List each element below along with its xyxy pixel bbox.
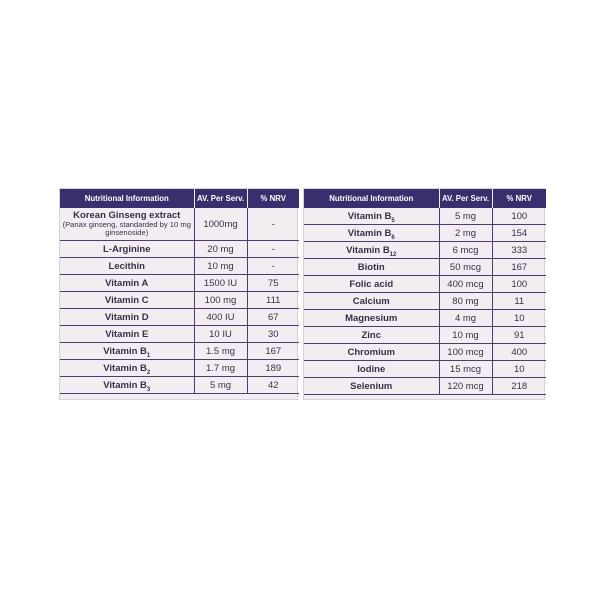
table-row: [60, 360, 299, 377]
nutrient-name: [60, 360, 194, 377]
amount-per-serving: 20 mg: [194, 241, 247, 258]
nutrient-name: [304, 378, 439, 395]
nutrient-label: Vitamin B: [103, 345, 147, 357]
nutrient-subscript: 2: [146, 369, 151, 376]
nutrient-label: Vitamin B: [347, 210, 392, 222]
table-row: [60, 326, 299, 343]
nutrient-label: Korean Ginseng extract: [73, 209, 181, 221]
nutrient-note: (Panax ginseng, standarded by 10 mg ginsenoside): [62, 219, 191, 237]
amount-per-serving: 50 mcg: [439, 259, 492, 276]
nutrient-name: [60, 326, 194, 343]
nutrient-subscript: 1: [146, 352, 151, 359]
amount-per-serving: 10 IU: [194, 326, 247, 343]
table-left: [60, 189, 299, 394]
amount-per-serving: 1.5 mg: [194, 343, 247, 360]
amount-per-serving: 10 mg: [439, 327, 492, 344]
nutrition-table-right: [303, 188, 545, 400]
nutrient-label: Vitamin E: [105, 328, 149, 340]
table-row: [60, 309, 299, 326]
table-row: [304, 293, 546, 310]
table-row: [304, 276, 546, 293]
nutrient-label: Vitamin C: [104, 294, 149, 306]
nrv-percent: 91: [492, 327, 546, 344]
table-row: [304, 259, 546, 276]
nutrient-label: Vitamin D: [104, 311, 149, 323]
nrv-percent: 42: [247, 377, 299, 394]
nutrient-subscript: 12: [389, 251, 397, 258]
nrv-percent: 167: [492, 259, 546, 276]
nrv-percent: 167: [247, 343, 299, 360]
nrv-percent: 75: [247, 275, 299, 292]
amount-per-serving: 4 mg: [439, 310, 492, 327]
nutrient-label: Vitamin B: [347, 227, 392, 239]
amount-per-serving: 5 mg: [439, 208, 492, 225]
table-row: [304, 225, 546, 242]
nutrient-name: [60, 275, 194, 292]
nutrient-label: Chromium: [347, 346, 395, 358]
nutrient-label: Magnesium: [345, 312, 398, 324]
nutrient-label: Vitamin A: [105, 277, 149, 289]
amount-per-serving: 400 mcg: [439, 276, 492, 293]
nrv-percent: 154: [492, 225, 546, 242]
nutrient-label: Zinc: [361, 329, 382, 341]
table-row: [60, 208, 299, 241]
table-header-row: [60, 189, 299, 208]
header-nutritional-information: Nutritional Information: [60, 189, 194, 208]
nutrient-name: [304, 242, 439, 259]
nutrient-name: [60, 292, 194, 309]
nutrient-name: [304, 327, 439, 344]
nutrient-label: Folic acid: [349, 278, 394, 290]
table-row: [60, 377, 299, 394]
table-row: [304, 378, 546, 395]
amount-per-serving: 5 mg: [194, 377, 247, 394]
nutrient-name: [304, 310, 439, 327]
nutrient-label: Vitamin B: [346, 244, 390, 256]
header-av-per-serv: AV. Per Serv.: [439, 189, 492, 208]
nrv-percent: 11: [492, 293, 546, 310]
nutrient-subscript: 3: [146, 386, 151, 393]
nutrient-name: [60, 343, 194, 360]
nutrient-name: [304, 293, 439, 310]
nutrient-label: Selenium: [350, 380, 393, 392]
table-row: [304, 344, 546, 361]
nrv-percent: 333: [492, 242, 546, 259]
table-row: [304, 327, 546, 344]
table-header-row: [304, 189, 546, 208]
nutrient-name: [304, 208, 439, 225]
table-row: [60, 275, 299, 292]
amount-per-serving: 400 IU: [194, 309, 247, 326]
nutrient-name: [304, 259, 439, 276]
nutrient-label: Vitamin B: [103, 379, 147, 391]
nrv-percent: 10: [492, 310, 546, 327]
nrv-percent: 100: [492, 208, 546, 225]
amount-per-serving: 1000mg: [194, 208, 247, 241]
header-nrv: % NRV: [247, 189, 299, 208]
nrv-percent: 10: [492, 361, 546, 378]
header-av-per-serv: AV. Per Serv.: [194, 189, 247, 208]
header-nrv: % NRV: [492, 189, 546, 208]
table-row: [60, 292, 299, 309]
amount-per-serving: 1500 IU: [194, 275, 247, 292]
nutrient-label: Vitamin B: [103, 362, 147, 374]
nutrition-table-left: [59, 188, 298, 400]
nrv-percent: 111: [247, 292, 299, 309]
amount-per-serving: 15 mcg: [439, 361, 492, 378]
nutrient-label: Lecithin: [108, 260, 145, 272]
table-row: [304, 242, 546, 259]
nutrient-subscript: 5: [391, 217, 395, 224]
amount-per-serving: 2 mg: [439, 225, 492, 242]
table-row: [304, 208, 546, 225]
nutrient-name: [304, 361, 439, 378]
nutrient-name: [60, 309, 194, 326]
amount-per-serving: 100 mcg: [439, 344, 492, 361]
nrv-percent: -: [247, 258, 299, 275]
nutrient-name: [304, 225, 439, 242]
nrv-percent: 67: [247, 309, 299, 326]
nutrient-name: [304, 344, 439, 361]
table-body-left: [60, 208, 299, 394]
nutrient-name: [60, 208, 194, 241]
table-row: [60, 343, 299, 360]
table-row: [304, 310, 546, 327]
amount-per-serving: 100 mg: [194, 292, 247, 309]
nrv-percent: -: [247, 241, 299, 258]
nutrient-name: [60, 241, 194, 258]
nutrient-label: L-Arginine: [103, 243, 151, 255]
nutrient-label: Iodine: [357, 363, 386, 375]
nrv-percent: 189: [247, 360, 299, 377]
nrv-percent: 100: [492, 276, 546, 293]
nrv-percent: 218: [492, 378, 546, 395]
table-row: [304, 361, 546, 378]
amount-per-serving: 120 mcg: [439, 378, 492, 395]
amount-per-serving: 80 mg: [439, 293, 492, 310]
nutrient-label: Calcium: [352, 295, 390, 307]
amount-per-serving: 10 mg: [194, 258, 247, 275]
nrv-percent: -: [247, 208, 299, 241]
amount-per-serving: 6 mcg: [439, 242, 492, 259]
table-right: [304, 189, 546, 395]
nutrient-label: Biotin: [357, 261, 385, 273]
amount-per-serving: 1.7 mg: [194, 360, 247, 377]
nutrient-name: [60, 377, 194, 394]
table-row: [60, 258, 299, 275]
nutrient-subscript: 6: [391, 234, 395, 241]
table-row: [60, 241, 299, 258]
nrv-percent: 400: [492, 344, 546, 361]
table-body-right: [304, 208, 546, 395]
header-nutritional-information: Nutritional Information: [304, 189, 439, 208]
nutrient-name: [304, 276, 439, 293]
nutrient-name: [60, 258, 194, 275]
nrv-percent: 30: [247, 326, 299, 343]
